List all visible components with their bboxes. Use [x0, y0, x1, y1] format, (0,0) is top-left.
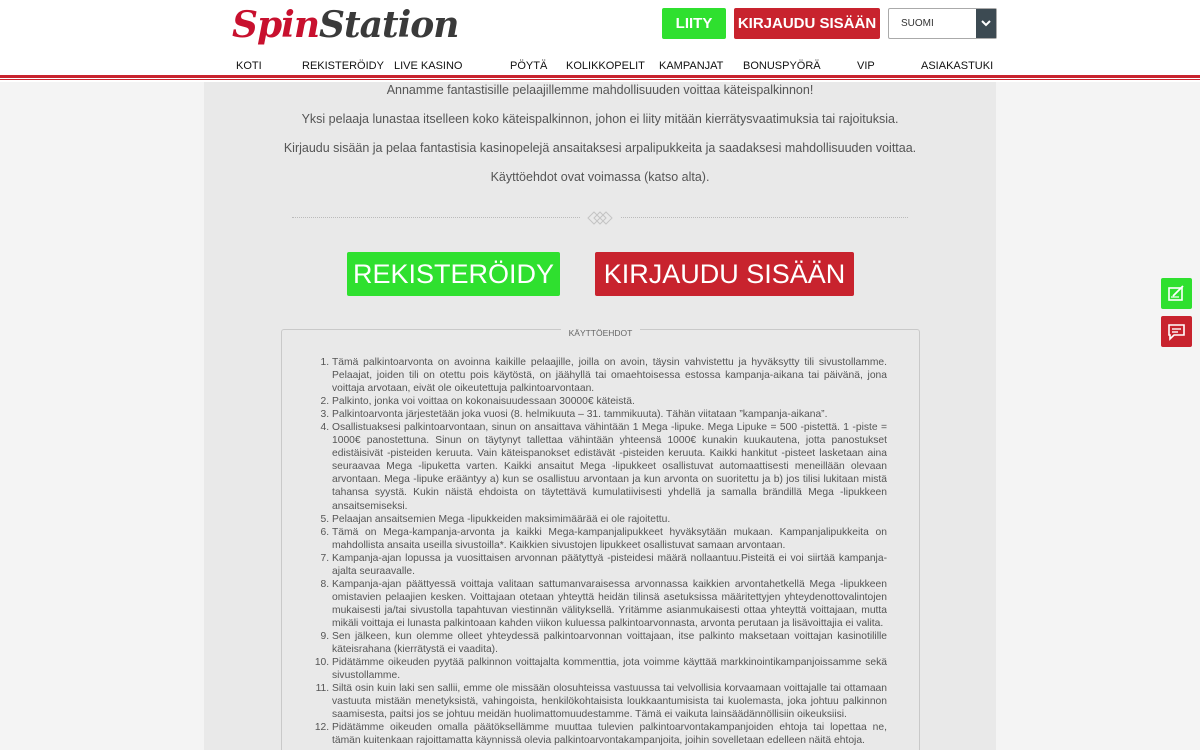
terms-box	[281, 329, 920, 750]
signup-side-button[interactable]	[1161, 278, 1192, 309]
intro-text-2: Yksi pelaaja lunastaa itselleen koko käteispalkinnon, johon ei liity mitään kierrätysvaatimuksia tai rajoituksia.	[301, 112, 899, 126]
intro-text-3: Kirjaudu sisään ja pelaa fantastisia kasinopelejä ansaitaksesi arpalipukkeita ja saadaksesi mahdollisuuden voittaa.	[283, 141, 917, 155]
nav-item-slots[interactable]: KOLIKKOPELIT	[566, 60, 645, 72]
terms-title: KÄYTTÖEHDOT	[561, 328, 641, 338]
terms-item: 4. Osallistuaksesi palkintoarvontaan, sinun on ansaittava vähintään 1 Mega -lipuke. Mega Lipuke = 500 -pistettä. 1 -piste = 1000€ panostettuna. Sinun on täytynyt tallettaa vähintään yhteensä 1000€ kunakin kuukautena, jotta panostukset edistäisivät -pisteiden keruuta. Vain käteispanokset edistävät -pisteiden keruuta. Kaikki hankitut -pisteet lasketaan aina seuraavaa Mega -lipuketta varten. Kaikki ansaitut Mega -lipukkeet osallistuvat automaattisesti meneillään olevaan arvontaan. Mega -lipuke erääntyy a) kun se osallistuu arvontaan ja kun arvonta on suoritettu ja b) jos tilisi lukitaan mistä tahansa syystä. Kukin näistä ehdoista on täytettävä kumulatiivisesti yhdellä ja samalla brändillä Mega -lipukkeen ansaitsemiseksi.	[332, 421, 887, 512]
join-button[interactable]: LIITY	[662, 8, 726, 39]
register-cta-button[interactable]: REKISTERÖIDY	[347, 252, 560, 296]
main-nav	[0, 56, 1200, 76]
login-cta-button[interactable]: KIRJAUDU SISÄÄN	[595, 252, 854, 296]
login-button[interactable]: KIRJAUDU SISÄÄN	[734, 8, 880, 39]
chevron-down-icon	[976, 9, 996, 38]
edit-form-icon	[1167, 284, 1186, 303]
terms-item: 1. Tämä palkintoarvonta on avoinna kaikille pelaajille, joilla on avoin, täysin vahvistettu ja hyväksytty tili sivustollamme. Pelaajat, joiden tili on otettu pois käytöstä, on jäähyllä tai omaehtoisessa estossa kampanja-aikana tai päivänä, jona voittaja arvotaan, eivät ole oikeutettuja palkintoarvontaan.	[332, 356, 887, 395]
terms-item: 10. Pidätämme oikeuden pyytää palkinnon voittajalta kommenttia, jota voimme käyttää markkinointikampanjoissamme sekä sivustollamme.	[332, 656, 887, 682]
intro-text-4: Käyttöehdot ovat voimassa (katso alta).	[490, 170, 710, 184]
logo[interactable]	[232, 4, 458, 48]
terms-item: 12. Pidätämme oikeuden omalla päätöksellämme muuttaa tulevien palkintoarvontakampanjoiden ehtoja tai lopettaa ne, tämän kuitenkaan rajoittamatta käynnissä olevia palkintoarvontakampanjoita, joihin sovelletaan edelleen näitä ehtoja.	[332, 721, 887, 747]
logo-part-station: Station	[319, 4, 459, 46]
language-value: SUOMI	[901, 18, 934, 29]
nav-item-bonus-wheel[interactable]: BONUSPYÖRÄ	[743, 60, 821, 72]
nav-divider	[0, 75, 1200, 78]
terms-item: 6. Tämä on Mega-kampanja-arvonta ja kaikki Mega-kampanjalipukkeet hyväksytään mukaan. Kampanjalipukkeita on mahdollista ansaita useilla sivustoilla*. Kaikkien sivustojen lipukkeet osallistuvat samaan arvontaan.	[332, 526, 887, 552]
terms-item: 3. Palkintoarvonta järjestetään joka vuosi (8. helmikuuta – 31. tammikuuta). Tähän viitataan ”kampanja-aikana”.	[332, 408, 887, 421]
terms-item: 9. Sen jälkeen, kun olemme olleet yhteydessä palkintoarvonnan voittajaan, itse palkinto maksetaan voittajan kasinotilille käteisrahana (kierrätystä ei vaadita).	[332, 630, 887, 656]
terms-item: 11. Siltä osin kuin laki sen sallii, emme ole missään olosuhteissa vastuussa tai velvollisia korvaamaan voittajalle tai ottamaan vastuuta mistään menetyksistä, vahingoista, henkilökohtaisista loukkaantumisista tai kuolemasta, joka johtuu palkinnon saamisesta, paitsi jos se johtuu meidän huolimattomuudestamme. Tämä ei vaikuta lainsäädännöllisiin oikeuksiisi.	[332, 682, 887, 721]
terms-item: 5. Pelaajan ansaitsemien Mega -lipukkeiden maksimimäärää ei ole rajoitettu.	[332, 513, 887, 526]
nav-divider-thin	[0, 79, 1200, 80]
logo-part-spin: Spin	[232, 4, 320, 46]
divider-ornament-icon	[580, 208, 620, 228]
nav-item-promotions[interactable]: KAMPANJAT	[659, 60, 724, 72]
terms-item: 2. Palkinto, jonka voi voittaa on kokonaisuudessaan 30000€ käteistä.	[332, 395, 887, 408]
main-content	[204, 82, 996, 750]
nav-item-vip[interactable]: VIP	[857, 60, 875, 72]
terms-item: 8. Kampanja-ajan päättyessä voittaja valitaan sattumanvaraisessa arvonnassa kaikkien arvontahetkellä Mega -lipukkeen omistavien pelaajien kesken. Voittajaan otetaan yhteyttä heidän tilinsä asetuksissa määritettyjen yhteydenottovalintojen mukaisesti ja/tai sivustolla tapahtuvan viestinnän välityksellä. Yritämme asianmukaisesti ottaa yhteyttä voittajaan, mutta mikäli voittaja ei lunasta palkintoaan kahden viikon kuluessa palkintoarvonnasta, arvonta perutaan ja lisävoittajia ei valita.	[332, 578, 887, 630]
chat-icon	[1167, 322, 1186, 341]
nav-item-home[interactable]: KOTI	[236, 60, 262, 72]
terms-list	[332, 356, 887, 747]
language-select[interactable]	[888, 8, 997, 39]
terms-item: 7. Kampanja-ajan lopussa ja vuosittaisen arvonnan päätyttyä -pisteidesi määrä nollaantuu.Pisteitä ei voi siirtää kampanja-ajalta seuraavalle.	[332, 552, 887, 578]
intro-text-1: Annamme fantastisille pelaajillemme mahdollisuuden voittaa käteispalkinnon!	[386, 83, 814, 97]
nav-item-live-casino[interactable]: LIVE KASINO	[394, 60, 463, 72]
terms-title-wrap	[282, 323, 919, 341]
site-header	[0, 0, 1200, 82]
nav-item-register[interactable]: REKISTERÖIDY	[302, 60, 384, 72]
nav-item-support[interactable]: ASIAKASTUKI	[921, 60, 994, 72]
nav-item-table[interactable]: PÖYTÄ	[510, 60, 548, 72]
chat-side-button[interactable]	[1161, 316, 1192, 347]
